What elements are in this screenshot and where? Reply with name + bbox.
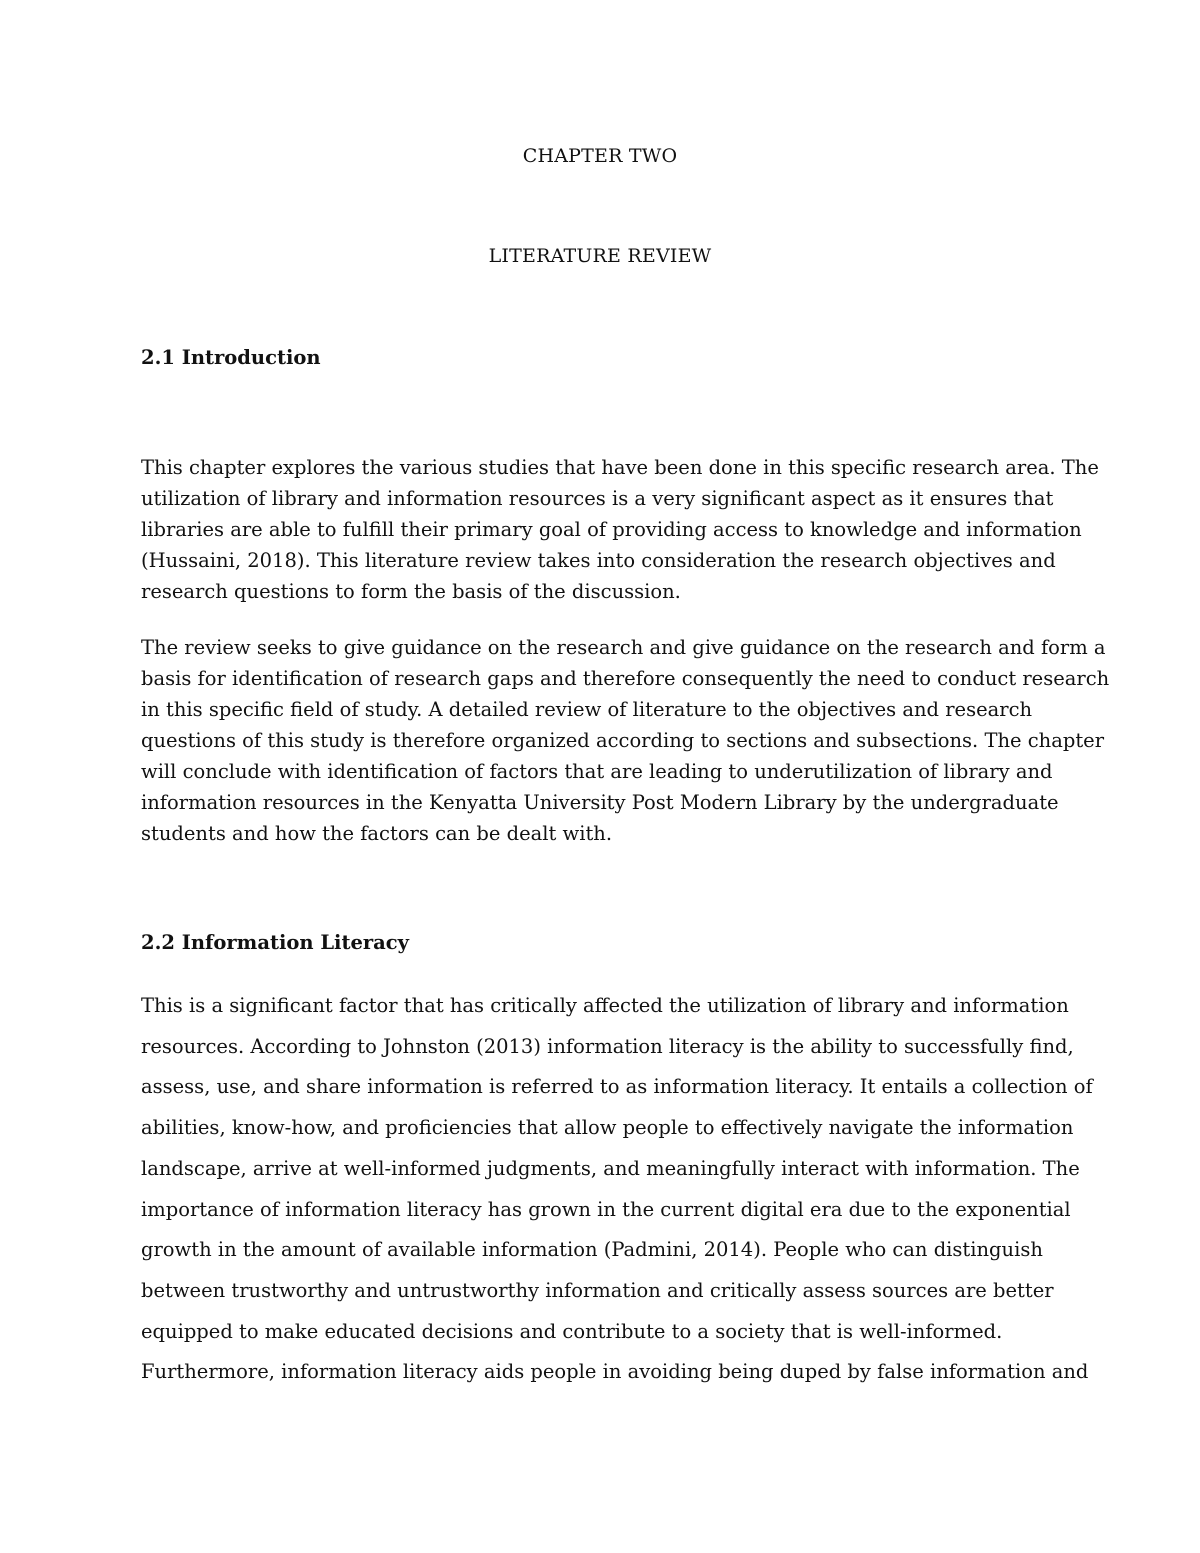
paragraph-introduction-2 xyxy=(141,632,1110,849)
text-line: This chapter explores the various studies that have been done in this specific research area. The xyxy=(141,456,1099,479)
text-line: abilities, know-how, and proficiencies that allow people to effectively navigate the information xyxy=(141,1116,1074,1140)
text-line: students and how the factors can be dealt with. xyxy=(141,822,613,845)
chapter-title: LITERATURE REVIEW xyxy=(488,245,712,267)
text-line: information resources in the Kenyatta University Post Modern Library by the undergraduate xyxy=(141,791,1059,814)
section-heading-information-literacy: 2.2 Information Literacy xyxy=(141,931,409,954)
paragraph-information-literacy-1 xyxy=(141,986,1093,1393)
text-line: equipped to make educated decisions and contribute to a society that is well-informed. xyxy=(141,1319,1003,1343)
text-line: The review seeks to give guidance on the research and give guidance on the research and form a xyxy=(141,636,1106,659)
text-line: will conclude with identification of factors that are leading to underutilization of library and xyxy=(141,760,1053,783)
text-line: between trustworthy and untrustworthy information and critically assess sources are better xyxy=(141,1278,1054,1302)
text-line: basis for identification of research gaps and therefore consequently the need to conduct research xyxy=(141,667,1110,690)
text-line: landscape, arrive at well-informed judgments, and meaningfully interact with information. The xyxy=(141,1156,1080,1180)
text-line: research questions to form the basis of the discussion. xyxy=(141,580,681,603)
text-line: questions of this study is therefore organized according to sections and subsections. The chapter xyxy=(141,729,1105,752)
chapter-number: CHAPTER TWO xyxy=(522,145,678,167)
paragraph-introduction-1 xyxy=(141,452,1099,607)
text-line: importance of information literacy has grown in the current digital era due to the exponential xyxy=(141,1197,1071,1221)
text-line: in this specific field of study. A detailed review of literature to the objectives and research xyxy=(141,698,1033,721)
text-line: assess, use, and share information is referred to as information literacy. It entails a collection of xyxy=(141,1075,1093,1099)
text-line: libraries are able to fulfill their primary goal of providing access to knowledge and information xyxy=(141,518,1082,541)
text-line: utilization of library and information resources is a very significant aspect as it ensures that xyxy=(141,487,1054,510)
text-line: resources. According to Johnston (2013) information literacy is the ability to successfully find, xyxy=(141,1034,1074,1058)
section-heading-introduction: 2.1 Introduction xyxy=(141,346,321,369)
text-line: growth in the amount of available information (Padmini, 2014). People who can distinguish xyxy=(141,1238,1043,1262)
text-line: Furthermore, information literacy aids people in avoiding being duped by false information and xyxy=(141,1360,1089,1384)
text-line: (Hussaini, 2018). This literature review takes into consideration the research objectives and xyxy=(141,549,1056,572)
text-line: This is a significant factor that has critically affected the utilization of library and information xyxy=(141,994,1069,1017)
